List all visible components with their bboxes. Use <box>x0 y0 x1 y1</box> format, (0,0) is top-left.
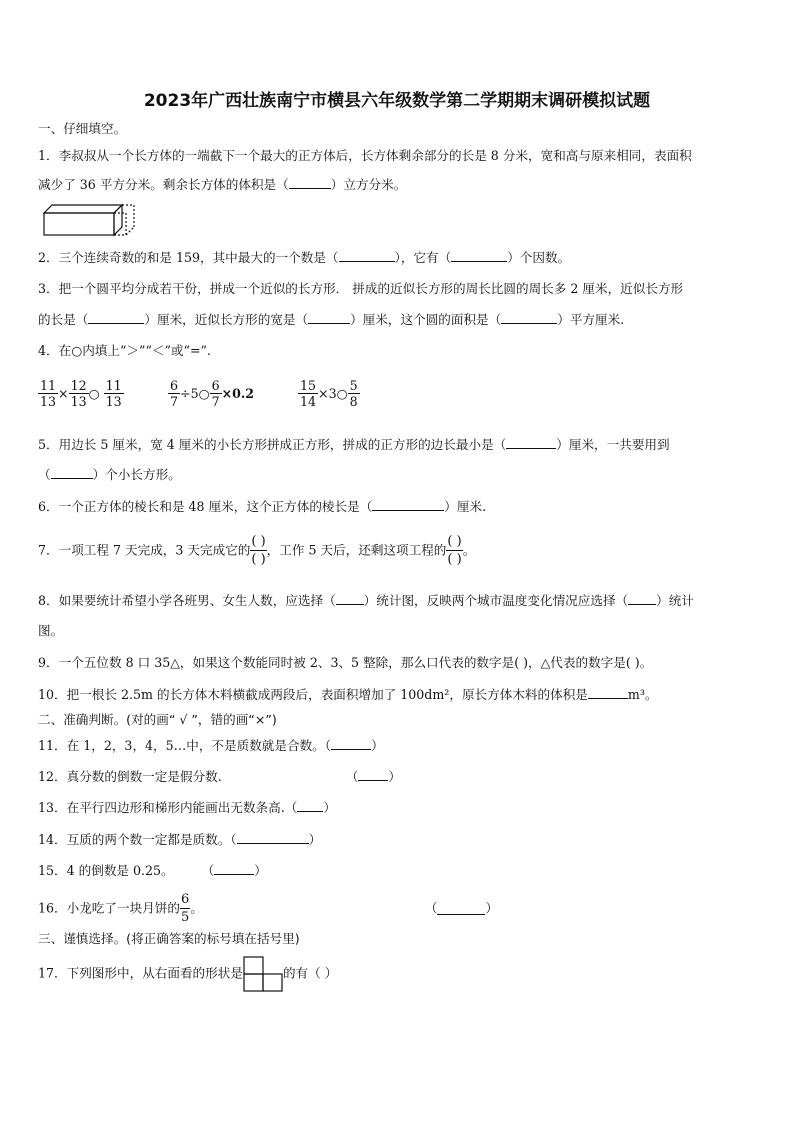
q8-answer-blank-1[interactable] <box>336 593 364 605</box>
question-14 <box>38 832 321 848</box>
fraction-numerator: 6 <box>180 892 190 907</box>
fraction-numerator-blank[interactable]: ( ) <box>447 534 462 549</box>
fraction-numerator: 6 <box>211 378 220 393</box>
q17-text-b: 的有（ ） <box>282 965 338 981</box>
question-7 <box>38 530 475 571</box>
q4-expression-1 <box>38 378 124 409</box>
q4-e2-tail: ×0.2 <box>221 386 255 401</box>
question-1-line-1: 1．李叔叔从一个长方体的一端截下一个最大的正方体后，长方体剩余部分的长是 8 分米，宽和高与原来相同，表面积 <box>38 148 692 163</box>
q3-answer-blank-1[interactable] <box>88 312 144 324</box>
q10-answer-blank[interactable] <box>588 687 628 699</box>
q16-paren-close: ） <box>485 900 499 916</box>
q4-e2-middle[interactable]: ÷5○ <box>180 386 210 401</box>
q16-text-b: 。 <box>190 900 203 916</box>
question-8-line-1 <box>38 593 694 609</box>
fraction-numerator: 6 <box>170 378 179 393</box>
fraction-denominator: 5 <box>180 910 190 925</box>
q4-e2-fraction-1 <box>168 378 180 409</box>
q8-text-a: 8．如果要统计希望小学各班男、女生人数，应选择（ <box>38 593 336 608</box>
q3-text-b: ）厘米，近似长方形的宽是（ <box>144 312 309 327</box>
fraction-denominator: 13 <box>40 394 57 409</box>
q5-text-b: ）厘米，一共要用到 <box>556 437 670 452</box>
question-3-line-2 <box>38 312 624 328</box>
fraction-denominator-blank[interactable]: ( ) <box>447 552 462 567</box>
q4-e3-fraction-2 <box>348 378 360 409</box>
q4-e1-fraction-3 <box>104 378 124 409</box>
q6-answer-blank[interactable] <box>372 499 444 511</box>
question-13 <box>38 800 336 816</box>
question-5-line-2 <box>38 467 181 483</box>
q4-e1-fraction-1 <box>38 378 58 409</box>
q7-fraction-blank-2[interactable] <box>446 533 462 568</box>
question-9: 9．一个五位数 8 口 35△，如果这个数能同时被 2、3、5 整除，那么口代表的数字是( )，△代表的数字是( )。 <box>38 655 653 670</box>
q15-text-a: 15．4 的倒数是 0.25。 <box>38 863 174 878</box>
fraction-numerator: 5 <box>349 378 358 393</box>
q2-text-a: 2．三个连续奇数的和是 159，其中最大的一个数是（ <box>38 250 339 265</box>
q5-text-c: （ <box>38 467 51 482</box>
page-title: 2023年广西壮族南宁市横县六年级数学第二学期期末调研模拟试题 <box>143 91 651 111</box>
q5-text-d: ）个小长方形。 <box>92 467 181 482</box>
q7-text-c: 。 <box>462 542 476 558</box>
q16-fraction <box>180 891 190 926</box>
q16-paren-open: （ <box>424 900 438 916</box>
question-1-line-2 <box>38 177 406 193</box>
q10-text-a: 10．把一根长 2.5m 的长方体木料横截成两段后，表面积增加了 100dm²，原长方体木料的体积是 <box>38 687 588 702</box>
q4-e1-fraction-2 <box>69 378 89 409</box>
q12-text-a: 12．真分数的倒数一定是假分数. <box>38 769 222 784</box>
q16-text-a: 16．小龙吃了一块月饼的 <box>38 900 180 916</box>
q2-answer-blank-1[interactable] <box>339 250 395 262</box>
question-5-line-1 <box>38 437 670 453</box>
fraction-numerator-blank[interactable]: ( ) <box>251 534 266 549</box>
section-multiple-choice: 三、谨慎选择。(将正确答案的标号填在括号里) <box>38 931 300 946</box>
fraction-denominator: 8 <box>349 394 358 409</box>
q7-text-a: 7．一项工程 7 天完成，3 天完成它的 <box>38 542 251 558</box>
fraction-denominator: 7 <box>170 394 179 409</box>
q11-text-b: ） <box>371 738 384 753</box>
q15-answer-blank[interactable] <box>214 863 254 875</box>
question-10 <box>38 687 657 703</box>
question-12 <box>38 769 401 785</box>
q2-text-b: ），它有（ <box>394 250 452 265</box>
q15-paren-close: ） <box>254 863 267 878</box>
question-8-line-2: 图。 <box>38 623 64 638</box>
q2-text-c: ）个因数。 <box>507 250 571 265</box>
q4-e1-compare-circle[interactable]: ○ <box>88 386 100 401</box>
q3-answer-blank-2[interactable] <box>308 312 350 324</box>
q8-text-c: ）统计 <box>656 593 694 608</box>
q5-answer-blank-2[interactable] <box>51 467 93 479</box>
question-6 <box>38 499 486 515</box>
q13-answer-blank[interactable] <box>297 800 323 812</box>
q13-text-b: ） <box>323 800 336 815</box>
question-2 <box>38 250 570 266</box>
question-4: 4．在○内填上“＞”“＜”或“=”. <box>38 343 211 358</box>
q1-text-b: ）立方分米。 <box>330 177 407 192</box>
q4-expression-3 <box>298 378 360 409</box>
question-3-line-1: 3．把一个圆平均分成若干份，拼成一个近似的长方形． 拼成的近似长方形的周长比圆的周长多 2 厘米，近似长方形 <box>38 281 684 296</box>
fraction-numerator: 12 <box>70 378 87 393</box>
q3-text-c: ）厘米，这个圆的面积是（ <box>350 312 502 327</box>
q8-answer-blank-2[interactable] <box>628 593 656 605</box>
fraction-denominator: 13 <box>105 394 122 409</box>
question-11 <box>38 738 384 754</box>
q4-e2-fraction-2 <box>210 378 222 409</box>
q3-answer-blank-3[interactable] <box>501 312 557 324</box>
question-15 <box>38 863 267 879</box>
q8-text-b: ）统计图，反映两个城市温度变化情况应选择（ <box>363 593 629 608</box>
section-fill-blank: 一、仔细填空。 <box>38 121 127 136</box>
q4-e3-middle[interactable]: ×3○ <box>318 386 348 401</box>
q7-fraction-blank-1[interactable] <box>250 533 266 568</box>
q15-paren-open: （ <box>201 863 215 878</box>
fraction-numerator: 11 <box>105 378 122 393</box>
q13-text-a: 13．在平行四边形和梯形内能画出无数条高.（ <box>38 800 298 815</box>
q5-text-a: 5．用边长 5 厘米，宽 4 厘米的小长方形拼成正方形，拼成的正方形的边长最小是（ <box>38 437 507 452</box>
q1-answer-blank[interactable] <box>289 177 331 189</box>
q3-text-d: ）平方厘米. <box>557 312 625 327</box>
q10-text-b: m³。 <box>627 687 658 702</box>
q14-text-b: ） <box>308 832 322 847</box>
fraction-denominator: 7 <box>211 394 220 409</box>
q5-answer-blank-1[interactable] <box>506 437 556 449</box>
fraction-denominator: 14 <box>300 394 317 409</box>
q6-text-b: ）厘米. <box>444 499 487 514</box>
question-17 <box>38 955 337 992</box>
fraction-denominator-blank[interactable]: ( ) <box>251 552 266 567</box>
q16-answer-blank[interactable] <box>437 903 485 915</box>
q4-expression-2 <box>168 378 254 409</box>
fraction-denominator: 13 <box>70 394 87 409</box>
q7-text-b: ，工作 5 天后，还剩这项工程的 <box>266 542 447 558</box>
question-16 <box>38 888 498 929</box>
q4-e1-operator: × <box>58 386 69 401</box>
fraction-numerator: 11 <box>40 378 57 393</box>
q12-answer-blank[interactable] <box>358 769 388 781</box>
q2-answer-blank-2[interactable] <box>451 250 507 262</box>
q12-paren-close: ） <box>388 769 401 784</box>
right-view-shape-icon <box>243 956 283 992</box>
q1-text-a: 减少了 36 平方分米。剩余长方体的体积是（ <box>38 177 289 192</box>
cuboid-diagram-icon <box>42 203 142 237</box>
q14-answer-blank[interactable] <box>237 832 309 844</box>
section-true-false: 二、准确判断。(对的画“ √ ”，错的画“×”) <box>38 712 277 727</box>
q17-text-a: 17．下列图形中，从右面看的形状是 <box>38 965 243 981</box>
fraction-numerator: 15 <box>300 378 317 393</box>
q4-e3-fraction-1 <box>298 378 318 409</box>
q6-text-a: 6．一个正方体的棱长和是 48 厘米，这个正方体的棱长是（ <box>38 499 373 514</box>
q3-text-a: 的长是（ <box>38 312 89 327</box>
q11-text-a: 11．在 1，2，3，4，5…中，不是质数就是合数。（ <box>38 738 332 753</box>
q14-text-a: 14．互质的两个数一定都是质数。（ <box>38 832 237 847</box>
q11-answer-blank[interactable] <box>331 738 371 750</box>
q12-paren-open: （ <box>345 769 359 784</box>
